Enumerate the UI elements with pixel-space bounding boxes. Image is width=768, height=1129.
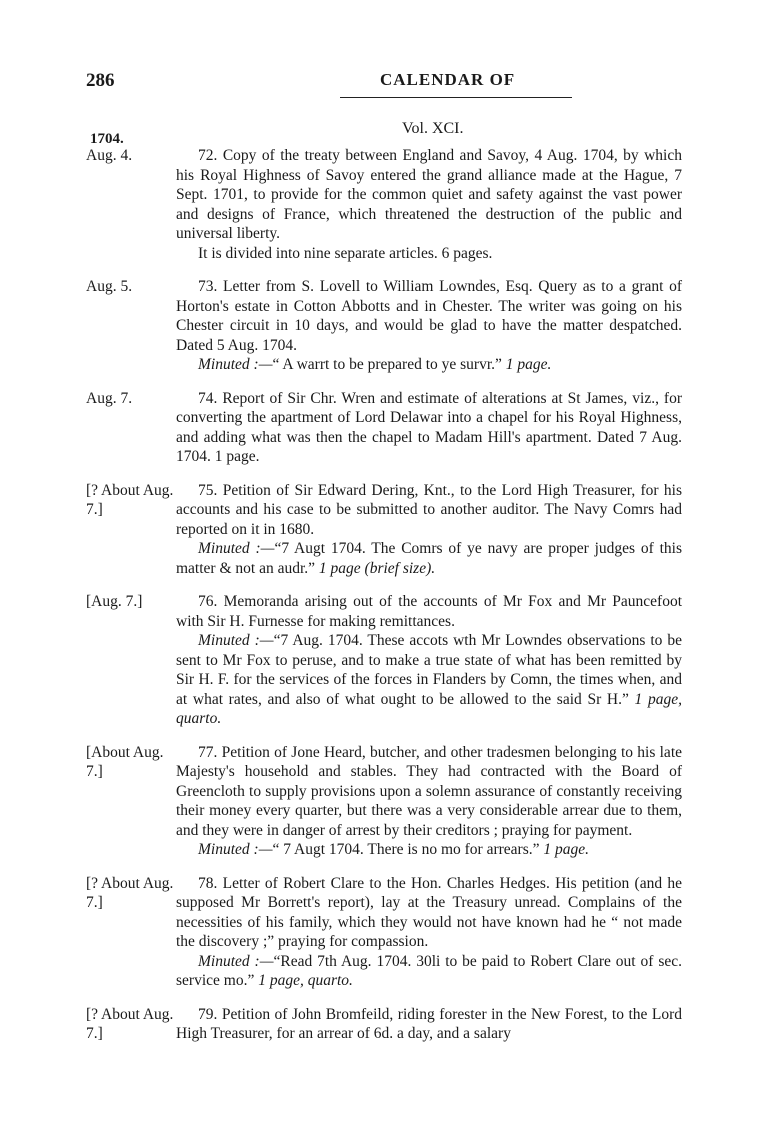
minute-label: Minuted :— (198, 540, 275, 557)
minute-text: “ A warrt to be prepared to ye survr.” (272, 356, 506, 373)
minute-extent: 1 page, quarto. (258, 972, 353, 989)
minute-extent: 1 page (brief size). (318, 559, 436, 577)
running-title: CALENDAR OF (380, 70, 516, 89)
entry-date: [About Aug. 7.] (86, 743, 164, 780)
entry-text (176, 277, 682, 375)
entry-paragraph: 74. Report of Sir Chr. Wren and estimate of alterations at St James, viz., for converting the apartment of Lord Delawar into a chapel for his Royal Highness, and adding what was then the chapel to Madam Hill's apartment. Dated 7 Aug. 1704. 1 page. (176, 389, 682, 465)
entry-paragraph: 72. Copy of the treaty between England and Savoy, 4 Aug. 1704, by which his Royal Highness of Savoy entered the grand alliance made at the Hague, 7 Sept. 1701, to provide for the common quiet and safety against the vast power and designs of France, which threatened the destruction of the public and universal liberty. (176, 147, 682, 242)
entry-date: [? About Aug. 7.] (86, 1005, 174, 1042)
entry-78 (86, 874, 686, 991)
entry-minute (176, 631, 682, 729)
minute-extent: 1 page. (505, 356, 552, 373)
page-number: 286 (86, 70, 115, 91)
minute-text: “7 Augt 1704. The Comrs of ye navy are proper judges of this matter & not an audr.” (176, 540, 682, 577)
minute-label: Minuted :— (198, 841, 273, 858)
entry-72 (86, 146, 686, 263)
minute-text: “ 7 Augt 1704. There is no mo for arrears.” (272, 841, 544, 858)
entry-minute (176, 840, 682, 860)
entry-text (176, 743, 682, 860)
entry-paragraph: It is divided into nine separate articles. 6 pages. (198, 244, 493, 262)
entry-minute (176, 952, 682, 991)
entry-paragraph: 76. Memoranda arising out of the accounts of Mr Fox and Mr Pauncefoot with Sir H. Furnesse for making remittances. (176, 593, 682, 630)
minute-text: “7 Aug. 1704. These accots wth Mr Lowndes observations to be sent to Mr Fox to peruse, and to make a true state of what has been remitted by Sir H. F. for the services of the forces in Flanders by Comn, the times when, and at what rates, and also of what ought to be allowed to the said Sr H.” (176, 632, 682, 708)
entry-text (176, 874, 682, 991)
minute-label: Minuted :— (198, 356, 273, 373)
entry-date: [? About Aug. 7.] (86, 481, 174, 518)
entry-minute (176, 355, 682, 375)
entry-date: Aug. 4. (86, 147, 133, 164)
entry-76 (86, 592, 686, 729)
volume-heading: Vol. XCI. (402, 120, 464, 137)
entry-77 (86, 743, 686, 860)
minute-text: “Read 7th Aug. 1704. 30li to be paid to Robert Clare out of sec. service mo.” (176, 952, 682, 989)
entry-text (176, 389, 682, 467)
minute-label: Minuted :— (198, 632, 274, 649)
entry-73 (86, 277, 686, 375)
minute-extent: 1 page, quarto. (176, 690, 682, 727)
calendar-entries (86, 146, 686, 1058)
entry-date: Aug. 7. (86, 389, 133, 407)
minute-label: Minuted :— (198, 952, 274, 970)
entry-paragraph: 77. Petition of Jone Heard, butcher, and other tradesmen belonging to his late Majesty's household and stables. They had contracted with the Board of Greencloth to supply provisions upon a solemn assurance of constantly receiving their money every quarter, but there was a very considerable arrear due to them, and they were in danger of arrest by their creditors ; praying for payment. (176, 743, 682, 839)
entry-text (176, 481, 682, 579)
entry-text (176, 146, 682, 263)
entry-paragraph: 78. Letter of Robert Clare to the Hon. Charles Hedges. His petition (and he supposed Mr Borrett's report), lay at the Treasury unread. Complains of the necessities of his family, which they would not have known had he “ not made the discovery ;” praying for compassion. (176, 874, 682, 950)
entry-text (176, 1005, 682, 1044)
entry-75 (86, 481, 686, 579)
entry-79 (86, 1005, 686, 1044)
entry-paragraph: 79. Petition of John Bromfeild, riding forester in the New Forest, to the Lord High Treasurer, for an arrear of 6d. a day, and a salary (176, 1005, 682, 1042)
year-label: 1704. (90, 131, 124, 147)
entry-text (176, 592, 682, 729)
entry-paragraph: 73. Letter from S. Lovell to William Lowndes, Esq. Query as to a grant of Horton's estate in Cotton Abbotts and in Chester. The writer was going on his Chester circuit in 10 days, and would be glad to have the matter despatched. Dated 5 Aug. 1704. (176, 278, 682, 354)
minute-extent: 1 page. (543, 841, 590, 858)
header-rule (340, 97, 572, 98)
entry-date: [Aug. 7.] (86, 593, 143, 610)
entry-date: Aug. 5. (86, 278, 133, 295)
entry-74 (86, 389, 686, 467)
entry-date: [? About Aug. 7.] (86, 874, 174, 911)
entry-minute (176, 539, 682, 578)
entry-paragraph: 75. Petition of Sir Edward Dering, Knt., to the Lord High Treasurer, for his accounts and his case to be submitted to another auditor. The Navy Comrs had reported on it in 1680. (176, 481, 682, 538)
